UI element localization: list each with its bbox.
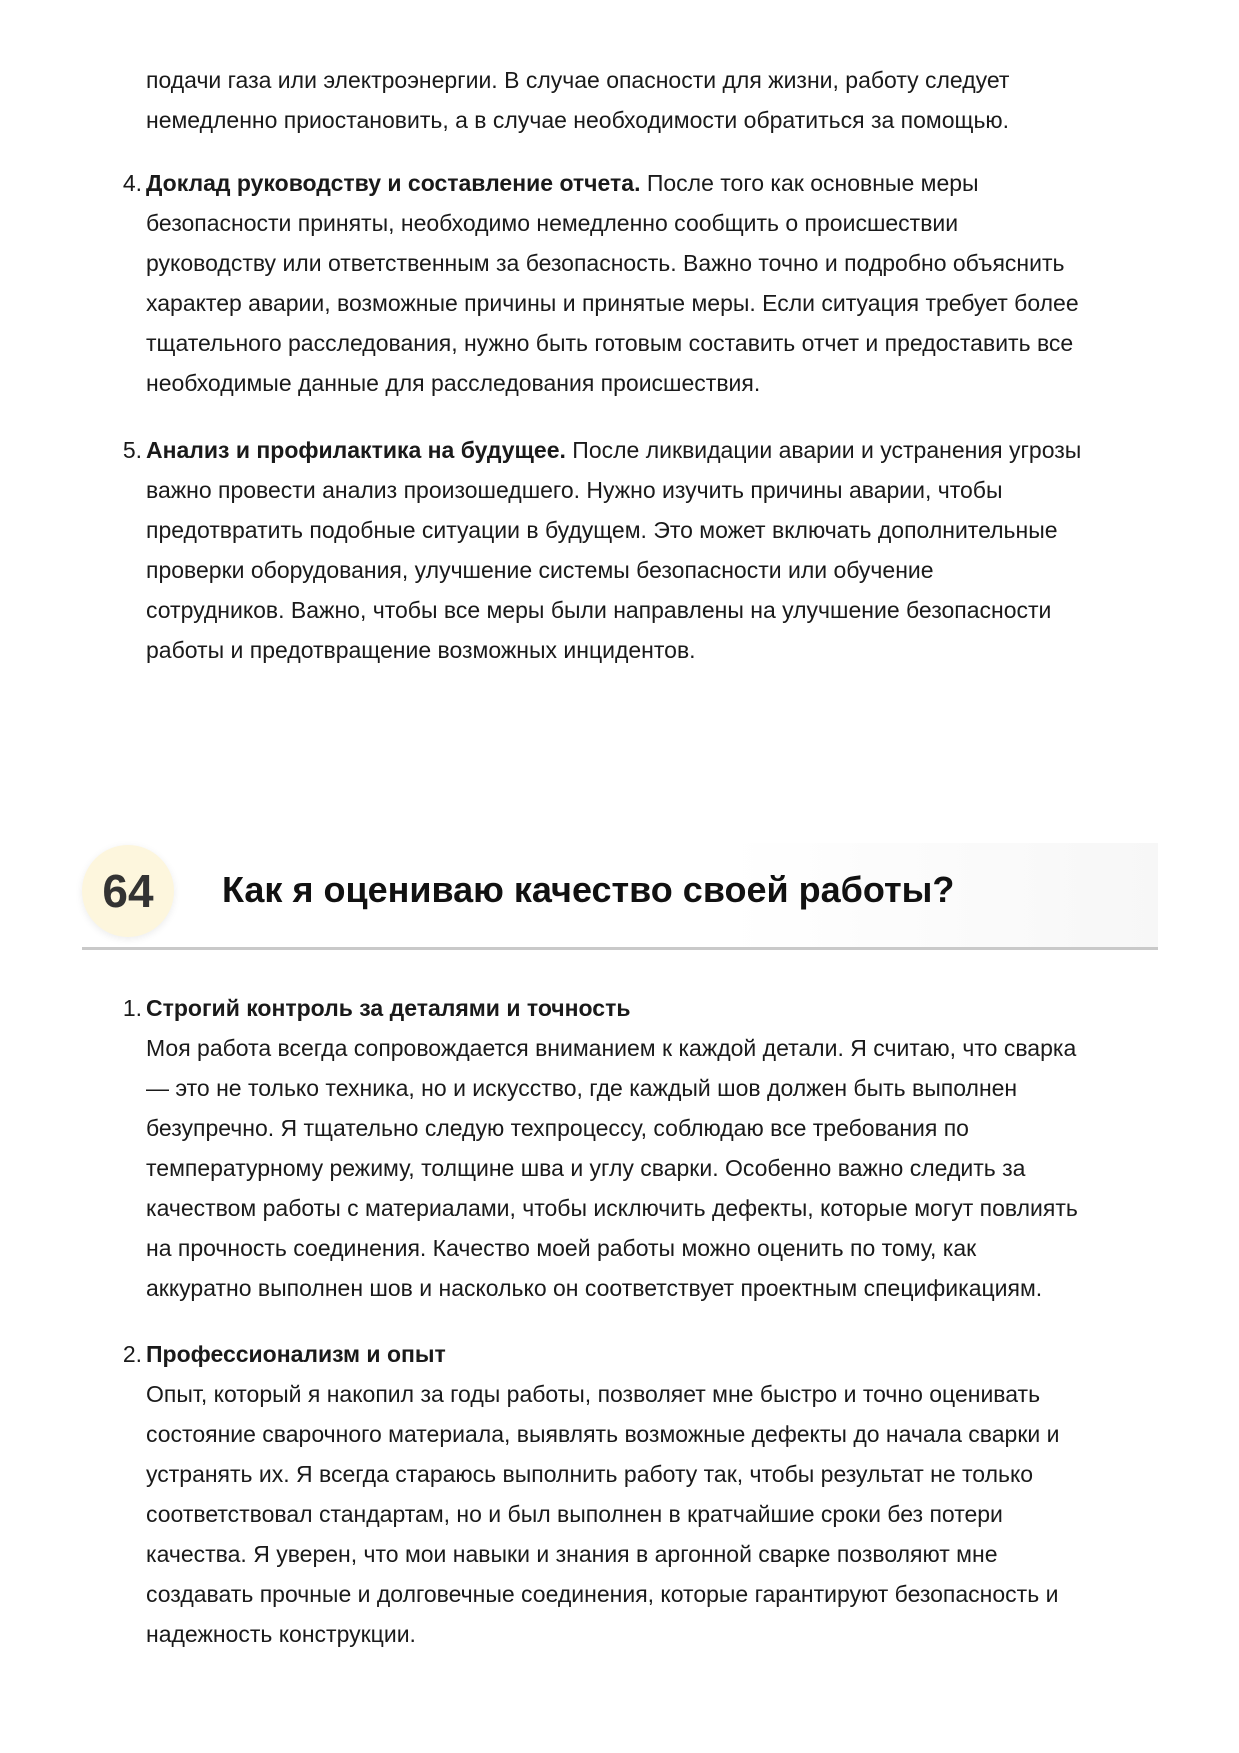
list-number: 2. <box>122 1341 142 1367</box>
text-line: немедленно приостановить, а в случае необходимости обратиться за помощью. <box>146 107 1010 133</box>
text-line: предотвратить подобные ситуации в будущем. Это может включать дополнительные <box>146 517 1058 543</box>
text-line: важно провести анализ произошедшего. Нужно изучить причины аварии, чтобы <box>146 477 1003 503</box>
list-item-first-line <box>146 430 1156 470</box>
text-line: тщательного расследования, нужно быть готовым составить отчет и предоставить все <box>146 330 1074 356</box>
text-line: устранять их. Я всегда стараюсь выполнить работу так, чтобы результат не только <box>146 1461 1034 1487</box>
section-list-item-2 <box>122 1334 1156 1654</box>
list-item-title: Доклад руководству и составление отчета. <box>146 170 641 196</box>
list-number: 1. <box>122 995 142 1021</box>
text-line: работы и предотвращение возможных инцидентов. <box>146 637 696 663</box>
text-line: проверки оборудования, улучшение системы безопасности или обучение <box>146 557 934 583</box>
text-line: состояние сварочного материала, выявлять возможные дефекты до начала сварки и <box>146 1421 1060 1447</box>
list-item-4 <box>122 163 1156 403</box>
text-line: аккуратно выполнен шов и насколько он соответствует проектным спецификациям. <box>146 1275 1043 1301</box>
continuation-paragraph <box>146 60 1156 140</box>
section-heading <box>82 843 1158 953</box>
list-item-5 <box>122 430 1156 670</box>
text-line: необходимые данные для расследования происшествия. <box>146 370 761 396</box>
list-item-title: Профессионализм и опыт <box>146 1341 446 1367</box>
text-line: соответствовал стандартам, но и был выполнен в кратчайшие сроки без потери <box>146 1501 1003 1527</box>
text-line: Опыт, который я накопил за годы работы, позволяет мне быстро и точно оценивать <box>146 1381 1041 1407</box>
text-line: характер аварии, возможные причины и принятые меры. Если ситуация требует более <box>146 290 1079 316</box>
list-item-text: После того как основные меры <box>640 170 979 196</box>
text-line: качества. Я уверен, что мои навыки и знания в аргонной сварке позволяют мне <box>146 1541 998 1567</box>
text-line: подачи газа или электроэнергии. В случае опасности для жизни, работу следует <box>146 67 1010 93</box>
text-line: температурному режиму, толщине шва и углу сварки. Особенно важно следить за <box>146 1155 1026 1181</box>
list-item-title: Строгий контроль за деталями и точность <box>146 995 631 1021</box>
text-line: создавать прочные и долговечные соединения, которые гарантируют безопасность и <box>146 1581 1059 1607</box>
text-line: — это не только техника, но и искусство, где каждый шов должен быть выполнен <box>146 1075 1018 1101</box>
text-line: на прочность соединения. Качество моей работы можно оценить по тому, как <box>146 1235 977 1261</box>
text-line: качеством работы с материалами, чтобы исключить дефекты, которые могут повлиять <box>146 1195 1078 1221</box>
list-item-first-line <box>146 163 1156 203</box>
section-number-badge: 64 <box>82 845 174 937</box>
section-divider <box>82 947 1158 950</box>
list-item-title: Анализ и профилактика на будущее. <box>146 437 566 463</box>
section-title: Как я оцениваю качество своей работы? <box>222 869 955 910</box>
text-line: безупречно. Я тщательно следую техпроцессу, соблюдаю все требования по <box>146 1115 969 1141</box>
text-line: надежность конструкции. <box>146 1621 416 1647</box>
list-number: 4. <box>122 170 142 196</box>
text-line: сотрудников. Важно, чтобы все меры были направлены на улучшение безопасности <box>146 597 1052 623</box>
list-number: 5. <box>122 437 142 463</box>
text-line: Моя работа всегда сопровождается вниманием к каждой детали. Я считаю, что сварка <box>146 1035 1077 1061</box>
text-line: безопасности приняты, необходимо немедленно сообщить о происшествии <box>146 210 959 236</box>
text-line: руководству или ответственным за безопасность. Важно точно и подробно объяснить <box>146 250 1065 276</box>
list-item-text: После ликвидации аварии и устранения угрозы <box>565 437 1082 463</box>
section-list-item-1 <box>122 988 1156 1308</box>
